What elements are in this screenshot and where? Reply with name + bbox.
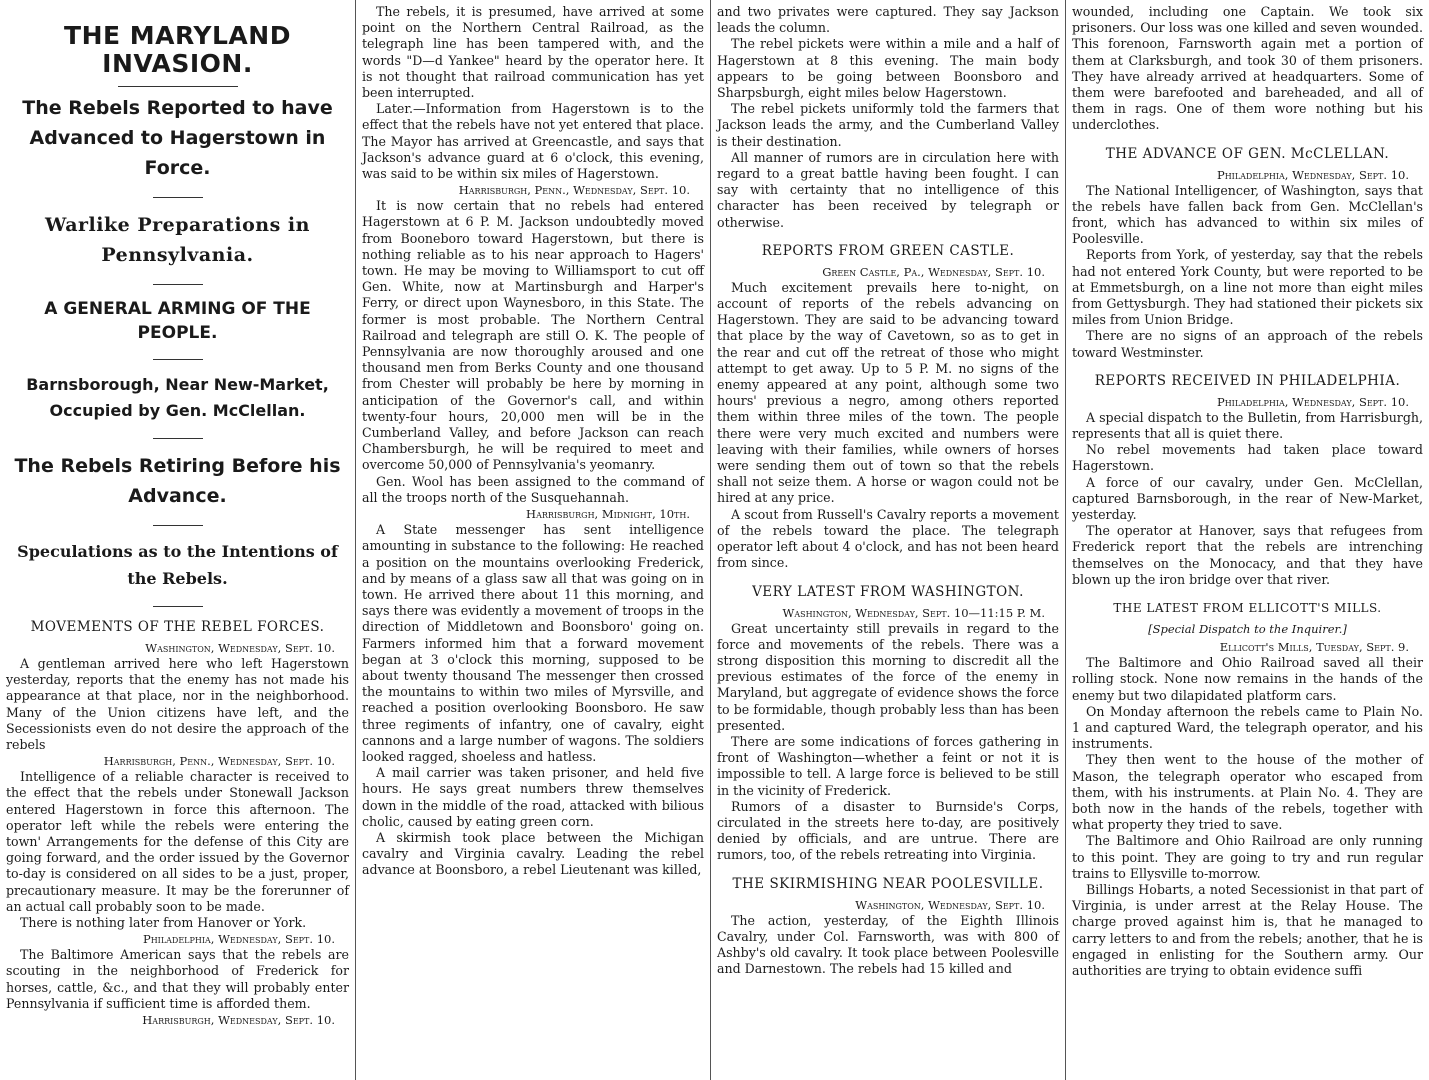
dateline: Green Castle, Pa., Wednesday, Sept. 10. xyxy=(822,264,1045,279)
paragraph: On Monday afternoon the rebels came to Plain No. 1 and captured Ward, the telegraph operator, and his instruments. xyxy=(1072,703,1423,752)
paragraph: The National Intelligencer, of Washington, says that the rebels have fallen back from Gen. McClellan's front, which has advanced to within six miles of Poolesville. xyxy=(1072,182,1423,247)
paragraph: A gentleman arrived here who left Hagerstown yesterday, reports that the enemy has not made his appearance at that place, nor in the neighborhood. Many of the Union citizens have left, and the Secessionists even do not desire the approach of the rebels xyxy=(6,656,349,753)
paragraph: The Baltimore and Ohio Railroad saved all their rolling stock. None now remains in the hands of the enemy but two dilapidated platform cars. xyxy=(1072,655,1423,703)
headline-1: The Rebels Reported to have Advanced to Hagerstown in Force. xyxy=(22,97,333,179)
dateline: Philadelphia, Wednesday, Sept. 10. xyxy=(142,932,335,947)
paragraph: It is now certain that no rebels had entered Hagerstown at 6 P. M. Jackson undoubtedly moved from Booneboro toward Hagerstown, but there is nothing reliable as to his near approach to Hagers' town. He may be moving to Williamsport to cut off Gen. White, now at Martinsburgh and Harper's Ferry, or direct upon Waynesboro, in this State. The former is most probable. The Northern Central Railroad and telegraph are still O. K. The people of Pennsylvania are now thoroughly aroused and one thousand men from Berks County and one thousand from Chester will probably be here by morning in anticipation of the Governor's call, and within twenty-four hours, 20,000 men will be in the Cumberland Valley, and before Jackson can reach Chambersburgh, he will be required to meet and overcome 50,000 of Pennsylvania's yeomanry. xyxy=(362,198,704,473)
column-3 xyxy=(711,0,1065,1080)
paragraph: Much excitement prevails here to-night, on account of reports of the rebels advancing on Hagerstown. They are said to be advancing toward that place by the way of Cavetown, so as to get in the rear and cut off the retreat of those who might attempt to get away. Up to 5 P. M. no signs of the enemy appeared at any point, although some two hours' previous a negro, among others reported them within three miles of the town. The people there were very much excited and numbers were leaving with their families, while owners of horses were sending them out of town so that the rebels shall not seize them. A horse or wagon could not be hired at any price. xyxy=(717,279,1059,506)
paragraph: No rebel movements had taken place toward Hagerstown. xyxy=(1072,442,1423,474)
dateline: Washington, Wednesday, Sept. 10. xyxy=(855,897,1045,912)
dateline: Washington, Wednesday, Sept. 10. xyxy=(145,641,335,655)
paragraph: The Baltimore and Ohio Railroad are only running to this point. They are going to try and run regular trains to Ellysville to-morrow. xyxy=(1072,833,1423,881)
divider xyxy=(153,359,203,360)
masthead-title: THE MARYLAND INVASION. xyxy=(64,21,291,78)
paragraph: Rumors of a disaster to Burnside's Corps, circulated in the streets here to-day, are positively denied by officials, and are untrue. There are rumors, too, of the rebels retreating into Virginia. xyxy=(717,798,1059,863)
paragraph: There is nothing later from Hanover or York. xyxy=(20,915,307,931)
section-heading: THE SKIRMISHING NEAR POOLESVILLE. xyxy=(732,875,1044,892)
dateline: Philadelphia, Wednesday, Sept. 10. xyxy=(1216,394,1409,409)
paragraph: A mail carrier was taken prisoner, and held five hours. He says great numbers threw themselves down in the middle of the road, attacked with bilious cholic, caused by eating green corn. xyxy=(362,765,704,829)
dateline: Harrisburgh, Midnight, 10th. xyxy=(526,507,690,522)
paragraph: Later.—Information from Hagerstown is to the effect that the rebels have not yet entered that place. The Mayor has arrived at Greencastle, and says that Jackson's advance guard at 6 o'clock, this evening, was said to be within six miles of Hagerstown. xyxy=(362,101,704,182)
section-heading: VERY LATEST FROM WASHINGTON. xyxy=(752,583,1024,600)
section-heading: REPORTS FROM GREEN CASTLE. xyxy=(761,242,1015,259)
divider xyxy=(153,197,203,198)
paragraph: A special dispatch to the Bulletin, from Harrisburgh, represents that all is quiet there. xyxy=(1072,409,1423,442)
section-heading: THE ADVANCE OF GEN. McCLELLAN. xyxy=(1105,145,1390,162)
dateline: Washington, Wednesday, Sept. 10—11:15 P. M. xyxy=(782,605,1045,620)
headline-2: Warlike Preparations in Pennsylvania. xyxy=(45,214,310,266)
section-heading: THE LATEST FROM ELLICOTT'S MILLS. xyxy=(1113,601,1382,616)
paragraph: The rebel pickets were within a mile and a half of Hagerstown at 8 this evening. The main body appears to be going between Boonsboro and Sharpsburgh, eight miles below Hagerstown. xyxy=(717,36,1059,101)
headline-4: Barnsborough, Near New-Market, Occupied by Gen. McClellan. xyxy=(26,375,329,420)
paragraph: All manner of rumors are in circulation here with regard to a great battle having been fought. I can say with certainty that no intelligence of this character has been received by telegraph or otherwise. xyxy=(717,149,1059,230)
divider xyxy=(153,284,203,285)
dateline: Harrisburgh, Penn., Wednesday, Sept. 10. xyxy=(458,183,690,198)
column-1 xyxy=(0,0,355,1080)
paragraph: and two privates were captured. They say Jackson leads the column. xyxy=(717,4,1059,36)
paragraph: Intelligence of a reliable character is received to the effect that the rebels under Stonewall Jackson entered Hagerstown in force this afternoon. The operator left while the rebels were entering the town' Arrangements for the defense of this City are going forward, and the order issued by the Governor to-day is considered on all sides to be a just, proper, precautionary measure. It may be the forerunner of an actual call probably soon to be made. xyxy=(6,769,349,914)
paragraph: A State messenger has sent intelligence amounting in substance to the following: He reached a position on the mountains overlooking Frederick, and by means of a glass saw all that was going on in town. He arrived there about 11 this morning, and says there was evidently a movement of troops in the direction of Middletown and Boonsboro' going on. Farmers informed him that a forward movement began at 3 o'clock this morning, supposed to be about twenty thousand The messenger then crossed the mountains to within two miles of Myrsville, and reached a position overlooking Boonsboro. He saw three regiments of infantry, one of cavalry, eight cannons and a large number of wagons. The soldiers looked ragged, shoeless and hatless. xyxy=(362,522,704,764)
paragraph: There are no signs of an approach of the rebels toward Westminster. xyxy=(1072,328,1423,360)
dateline: Harrisburgh, Wednesday, Sept. 10. xyxy=(142,1013,335,1028)
paragraph: They then went to the house of the mother of Mason, the telegraph operator who escaped from them, with his instruments. at Plain No. 4. They are both now in the hands of the rebels, together with what property they tried to save. xyxy=(1072,752,1423,833)
divider xyxy=(118,86,238,87)
divider xyxy=(153,438,203,439)
paragraph: Great uncertainty still prevails in regard to the force and movements of the rebels. There was a strong disposition this morning to discredit all the previous estimates of the force of the enemy in Maryland, but aggregate of evidence shows the force to be formidable, though probably less than has been presented. xyxy=(717,620,1059,733)
paragraph: The Baltimore American says that the rebels are scouting in the neighborhood of Frederick for horses, cattle, &c., and that they will probably enter Pennsylvania if sufficient time is afforded them. xyxy=(6,947,349,1011)
column-4 xyxy=(1066,0,1429,1080)
headline-3: A GENERAL ARMING OF THE PEOPLE. xyxy=(44,299,311,343)
headline-5: The Rebels Retiring Before his Advance. xyxy=(14,455,341,507)
section-heading: REPORTS RECEIVED IN PHILADELPHIA. xyxy=(1094,372,1401,389)
paragraph: A skirmish took place between the Michigan cavalry and Virginia cavalry. Leading the rebel advance at Boonsboro, a rebel Lieutenant was killed, xyxy=(362,829,704,878)
paragraph: There are some indications of forces gathering in front of Washington—whether a feint or not it is impossible to tell. A large force is believed to be still in the vicinity of Frederick. xyxy=(717,733,1059,798)
paragraph: The operator at Hanover, says that refugees from Frederick report that the rebels are intrenching themselves on the Monocacy, and that they have blown up the iron bridge over that river. xyxy=(1072,523,1423,587)
paragraph: Gen. Wool has been assigned to the command of all the troops north of the Susquehannah. xyxy=(362,473,704,505)
divider xyxy=(153,606,203,607)
dateline: Philadelphia, Wednesday, Sept. 10. xyxy=(1216,167,1409,182)
paragraph: Billings Hobarts, a noted Secessionist in that part of Virginia, is under arrest at the Relay House. The charge proved against him is, that he managed to carry letters to and from the rebels; another, that he is engaged in enlisting for the Southern army. Our authorities are trying to obtain evidence suffi xyxy=(1072,881,1423,978)
paragraph: wounded, including one Captain. We took six prisoners. Our loss was one killed and seven wounded. This forenoon, Farnsworth again met a portion of them at Clarksburgh, and took 30 of them prisoners. They have already arrived at headquarters. Some of them were barefooted and bareheaded, and all of them in rags. One of them wore nothing but his underclothes. xyxy=(1072,4,1423,133)
dateline: Ellicott's Mills, Tuesday, Sept. 9. xyxy=(1219,640,1409,655)
paragraph: The action, yesterday, of the Eighth Illinois Cavalry, under Col. Farnsworth, was with 800 of Ashby's old cavalry. It took place between Poolesville and Darnestown. The rebels had 15 killed and xyxy=(717,912,1059,977)
divider xyxy=(153,525,203,526)
paragraph: The rebels, it is presumed, have arrived at some point on the Northern Central Railroad, as the telegraph line has been tampered with, and the words "D—d Yankee" heard by the operator here. It is not thought that railroad communication has yet been interrupted. xyxy=(362,4,704,101)
section-heading: MOVEMENTS OF THE REBEL FORCES. xyxy=(30,619,325,635)
paragraph: The rebel pickets uniformly told the farmers that Jackson leads the army, and the Cumberland Valley is their destination. xyxy=(717,101,1059,149)
headline-6: Speculations as to the Intentions of the Rebels. xyxy=(17,542,338,588)
paragraph: A scout from Russell's Cavalry reports a movement of the rebels toward the place. The telegraph operator left about 4 o'clock, and has not been heard from since. xyxy=(717,506,1059,571)
subheading: [Special Dispatch to the Inquirer.] xyxy=(1148,622,1347,637)
column-2 xyxy=(356,0,710,1080)
paragraph: A force of our cavalry, under Gen. McClellan, captured Barnsborough, in the rear of New-Market, yesterday. xyxy=(1072,474,1423,523)
dateline: Harrisburgh, Penn., Wednesday, Sept. 10. xyxy=(103,754,335,769)
paragraph: Reports from York, of yesterday, say that the rebels had not entered York County, but were reported to be at Emmetsburgh, on a line not more than eight miles from Gettysburgh. They had stationed their pickets six miles from Union Bridge. xyxy=(1072,247,1423,328)
